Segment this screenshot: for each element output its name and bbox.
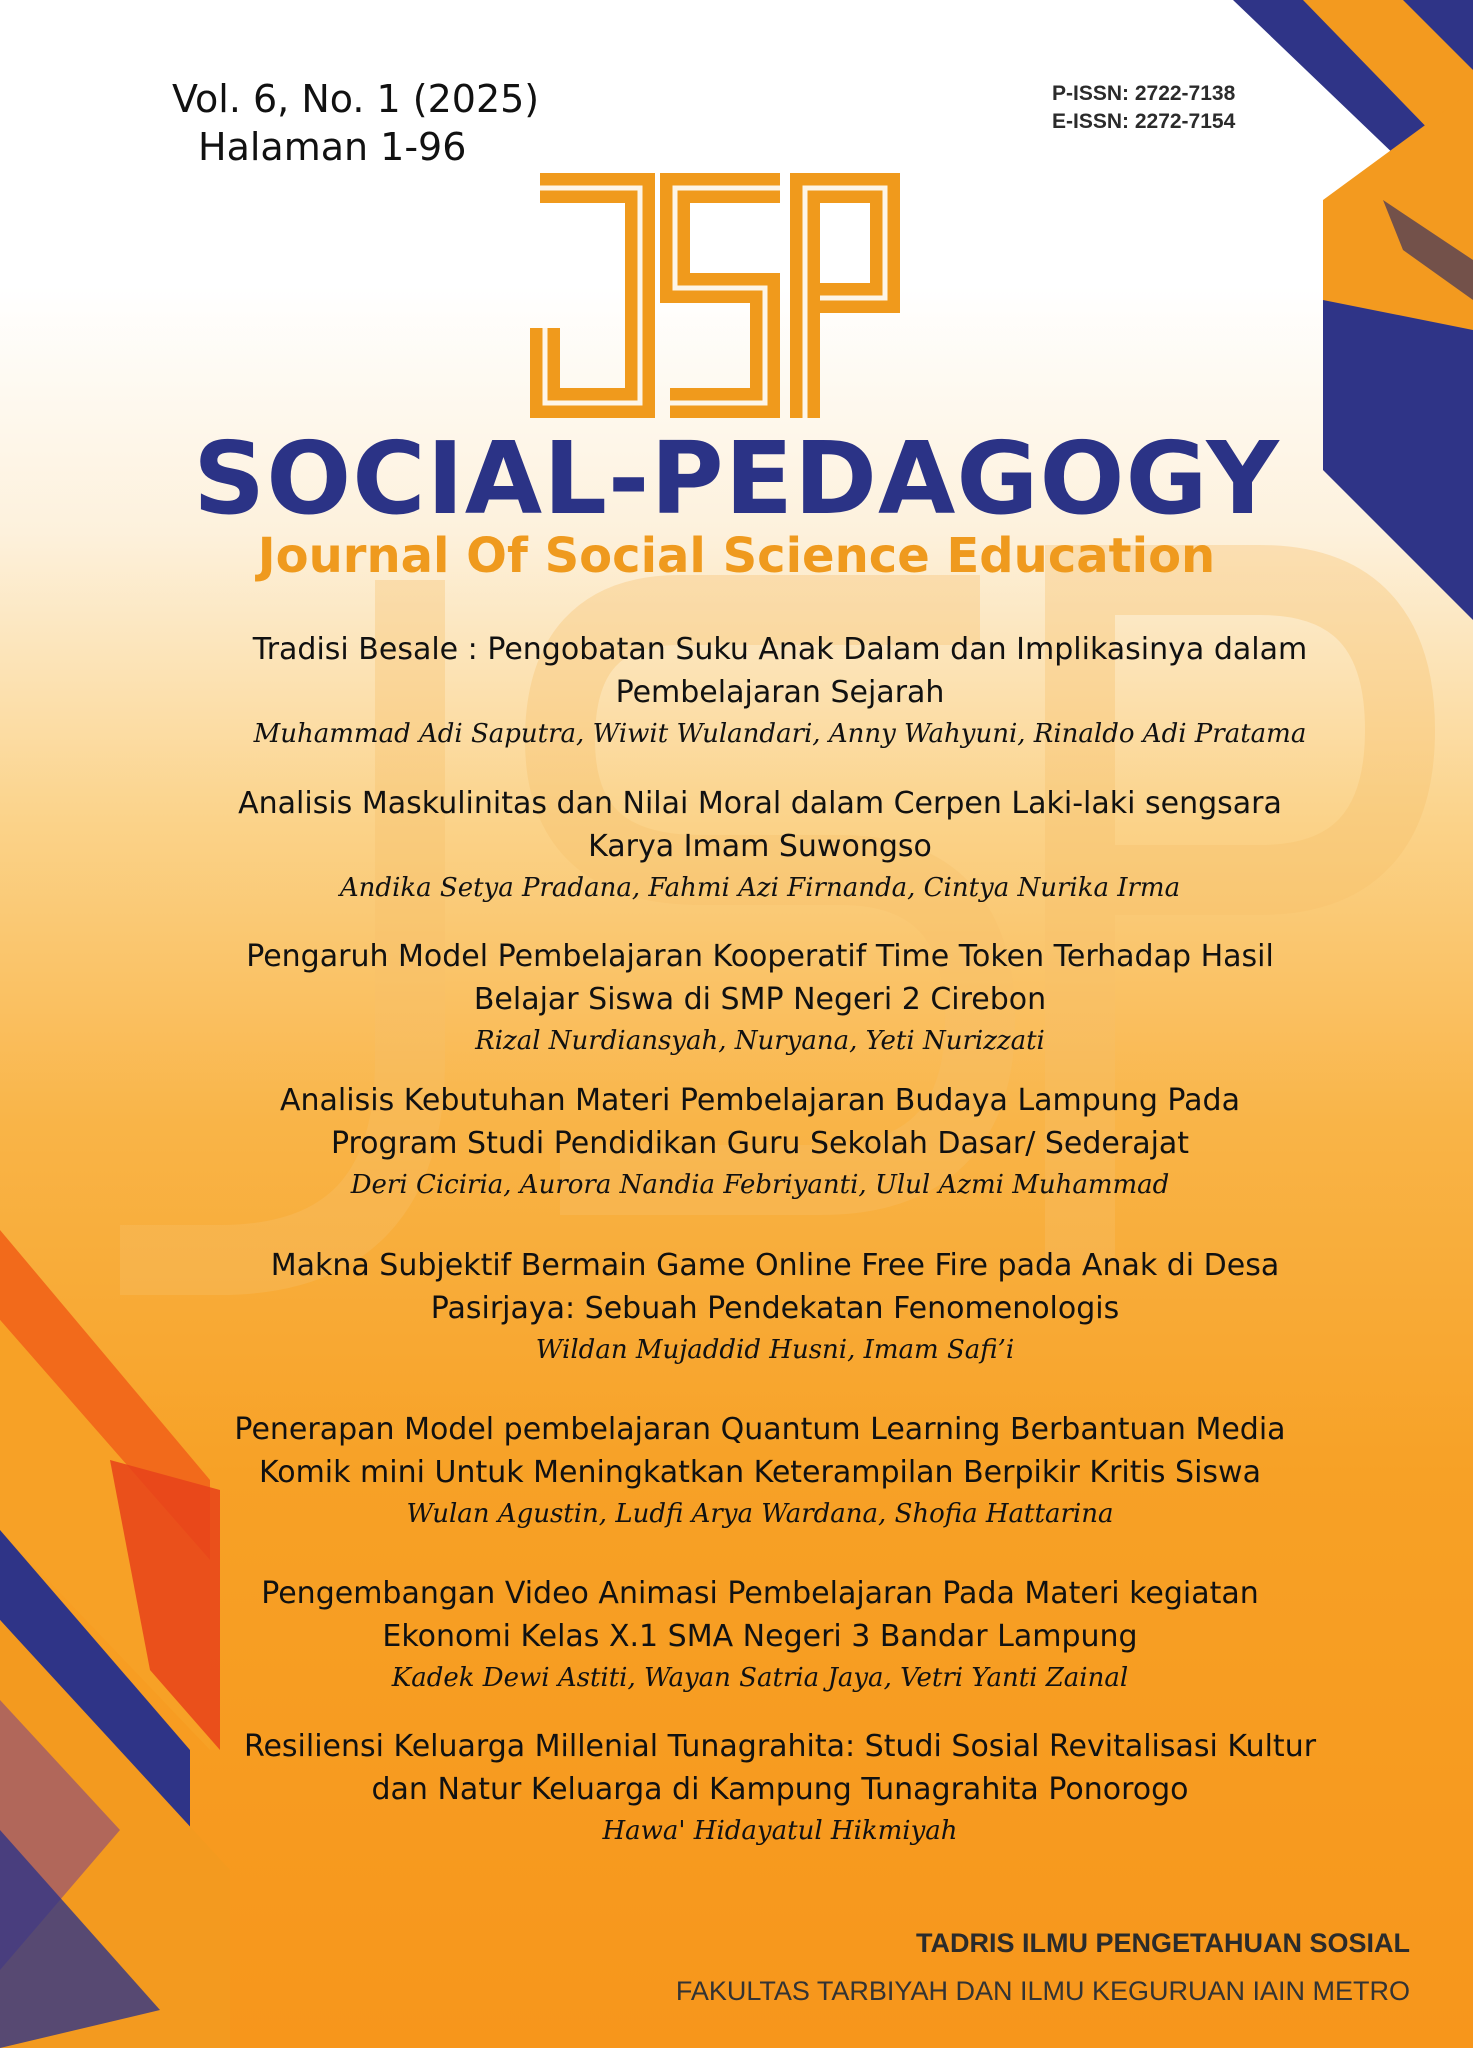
volume-label: Vol. 6, No. 1 (2025) <box>172 77 540 121</box>
article-title: Pengembangan Video Animasi Pembelajaran Pada Materi kegiatan <box>261 1576 1259 1611</box>
article-entry <box>180 1079 1340 1205</box>
article-authors: Wulan Agustin, Ludfi Arya Wardana, Shofia Hattarina <box>406 1499 1114 1529</box>
article-entry <box>180 935 1340 1061</box>
electronic-issn: E-ISSN: 2272-7154 <box>1052 110 1236 133</box>
journal-subtitle: Journal Of Social Science Education <box>257 528 1216 584</box>
article-title: Tradisi Besale : Pengobatan Suku Anak Dalam dan Implikasinya dalam <box>252 632 1308 667</box>
journal-title: SOCIAL-PEDAGOGY <box>193 420 1280 537</box>
article-title: Komik mini Untuk Meningkatkan Keterampilan Berpikir Kritis Siswa <box>259 1455 1261 1490</box>
article-title: Resiliensi Keluarga Millenial Tunagrahita: Studi Sosial Revitalisasi Kultur <box>243 1729 1317 1764</box>
article-entry <box>200 1725 1360 1851</box>
article-title: Program Studi Pendidikan Guru Sekolah Dasar/ Sederajat <box>330 1126 1190 1161</box>
department-label: TADRIS ILMU PENGETAHUAN SOSIAL <box>915 1928 1410 1958</box>
article-entry <box>180 1572 1340 1698</box>
article-authors: Hawa' Hidayatul Hikmiyah <box>602 1816 958 1846</box>
article-authors: Wildan Mujaddid Husni, Imam Safi’i <box>535 1335 1015 1365</box>
issn-block <box>1052 80 1235 136</box>
article-authors: Andika Setya Pradana, Fahmi Azi Firnanda, Cintya Nurika Irma <box>339 873 1181 903</box>
article-title: Analisis Kebutuhan Materi Pembelajaran Budaya Lampung Pada <box>280 1083 1240 1118</box>
article-authors: Deri Ciciria, Aurora Nandia Febriyanti, Ulul Azmi Muhammad <box>350 1170 1170 1200</box>
article-entry <box>180 1408 1340 1534</box>
article-title: Analisis Maskulinitas dan Nilai Moral dalam Cerpen Laki-laki sengsara <box>238 786 1282 821</box>
article-entry <box>180 782 1340 908</box>
article-authors: Rizal Nurdiansyah, Nuryana, Yeti Nurizzati <box>475 1026 1045 1056</box>
article-title: dan Natur Keluarga di Kampung Tunagrahita Ponorogo <box>371 1772 1189 1807</box>
faculty-label: FAKULTAS TARBIYAH DAN ILMU KEGURUAN IAIN METRO <box>675 1976 1410 2006</box>
article-title: Makna Subjektif Bermain Game Online Free Fire pada Anak di Desa <box>270 1248 1280 1283</box>
article-title: Penerapan Model pembelajaran Quantum Learning Berbantuan Media <box>234 1412 1286 1447</box>
jsp-logo <box>530 168 900 438</box>
article-title: Belajar Siswa di SMP Negeri 2 Cirebon <box>473 982 1047 1017</box>
article-entry <box>195 1244 1355 1370</box>
article-authors: Kadek Dewi Astiti, Wayan Satria Jaya, Vetri Yanti Zainal <box>391 1663 1129 1693</box>
page-range-label: Halaman 1-96 <box>198 125 467 169</box>
article-title: Karya Imam Suwongso <box>588 829 932 864</box>
article-entry <box>200 628 1360 754</box>
article-title: Pasirjaya: Sebuah Pendekatan Fenomenologis <box>430 1291 1120 1326</box>
article-title: Pembelajaran Sejarah <box>615 675 945 710</box>
article-authors: Muhammad Adi Saputra, Wiwit Wulandari, Anny Wahyuni, Rinaldo Adi Pratama <box>253 719 1307 749</box>
article-title: Ekonomi Kelas X.1 SMA Negeri 3 Bandar Lampung <box>382 1619 1138 1654</box>
article-title: Pengaruh Model Pembelajaran Kooperatif Time Token Terhadap Hasil <box>246 939 1274 974</box>
print-issn: P-ISSN: 2722-7138 <box>1052 82 1236 105</box>
